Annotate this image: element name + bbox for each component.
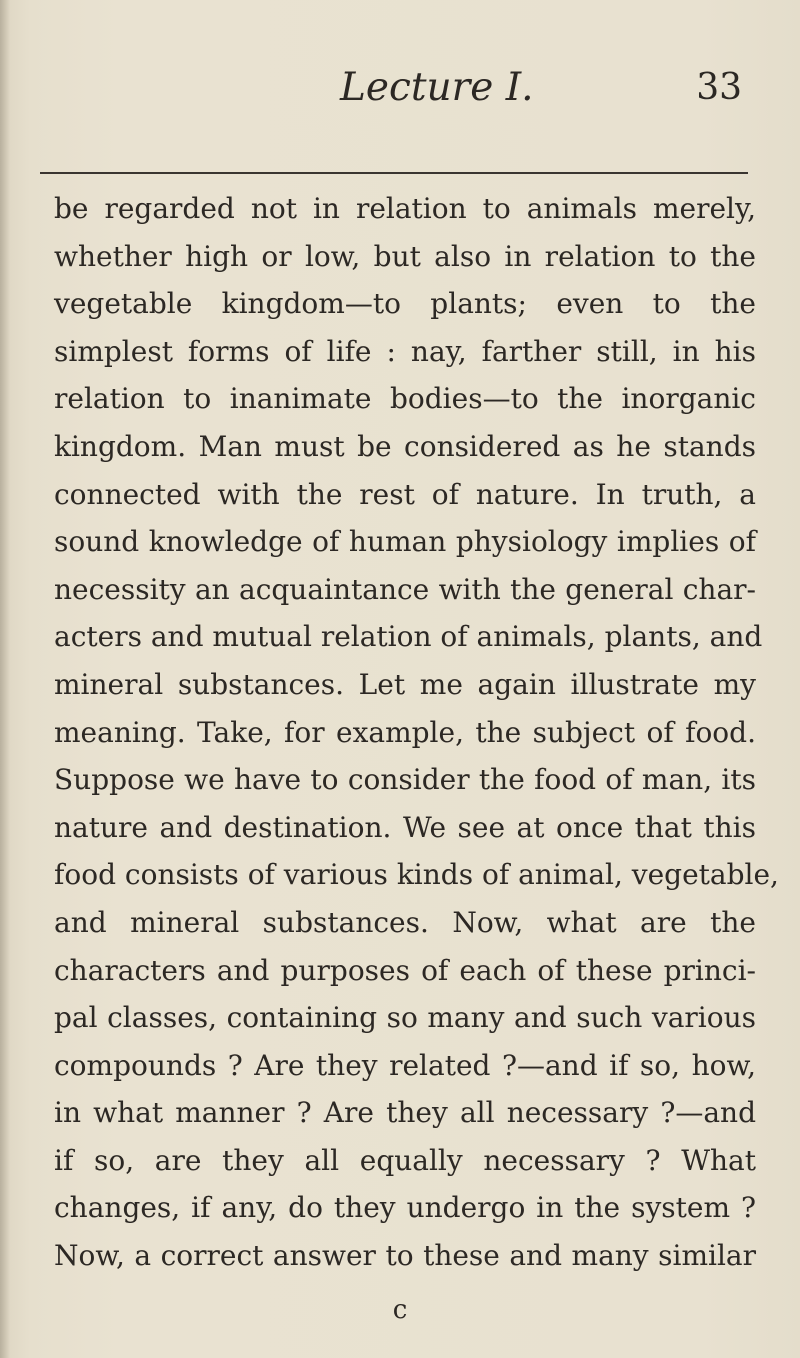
body-text: [54, 185, 779, 1280]
text-line: kingdom. Man must be considered as he stands: [54, 429, 756, 463]
text-line: necessity an acquaintance with the general char-: [54, 572, 756, 606]
text-line: compounds ? Are they related ?—and if so, how,: [54, 1048, 756, 1082]
text-line: changes, if any, do they undergo in the system ?: [54, 1191, 756, 1225]
text-line: relation to inanimate bodies—to the inorganic: [54, 382, 756, 416]
text-line: and mineral substances. Now, what are the: [54, 905, 756, 939]
text-line: mineral substances. Let me again illustrate my: [54, 667, 756, 701]
text-line: food consists of various kinds of animal, vegetable,: [54, 858, 779, 892]
text-line: connected with the rest of nature. In truth, a: [54, 477, 756, 511]
text-line: simplest forms of life : nay, farther still, in his: [54, 334, 756, 368]
text-line: nature and destination. We see at once that this: [54, 810, 756, 844]
text-line: in what manner ? Are they all necessary ?—and: [54, 1096, 756, 1130]
text-line: pal classes, containing so many and such various: [54, 1001, 756, 1035]
text-line: Now, a correct answer to these and many similar: [54, 1239, 756, 1273]
signature-mark: c: [392, 1295, 408, 1325]
text-line: vegetable kingdom—to plants; even to the: [54, 287, 756, 321]
text-line: Suppose we have to consider the food of man, its: [54, 763, 756, 797]
page-number: 33: [696, 67, 742, 108]
gutter-shadow: [0, 0, 10, 1358]
text-line: if so, are they all equally necessary ? What: [54, 1143, 756, 1177]
text-line: be regarded not in relation to animals merely,: [54, 192, 756, 225]
text-line: whether high or low, but also in relation to the: [54, 239, 756, 273]
text-line: sound knowledge of human physiology implies of: [54, 525, 756, 559]
text-line: characters and purposes of each of these princi-: [54, 953, 756, 987]
page-header: [0, 58, 800, 118]
text-line: acters and mutual relation of animals, plants, and: [54, 620, 763, 654]
text-line: meaning. Take, for example, the subject of food.: [54, 715, 756, 749]
running-head: Lecture I.: [340, 65, 534, 110]
header-rule: [40, 172, 748, 174]
